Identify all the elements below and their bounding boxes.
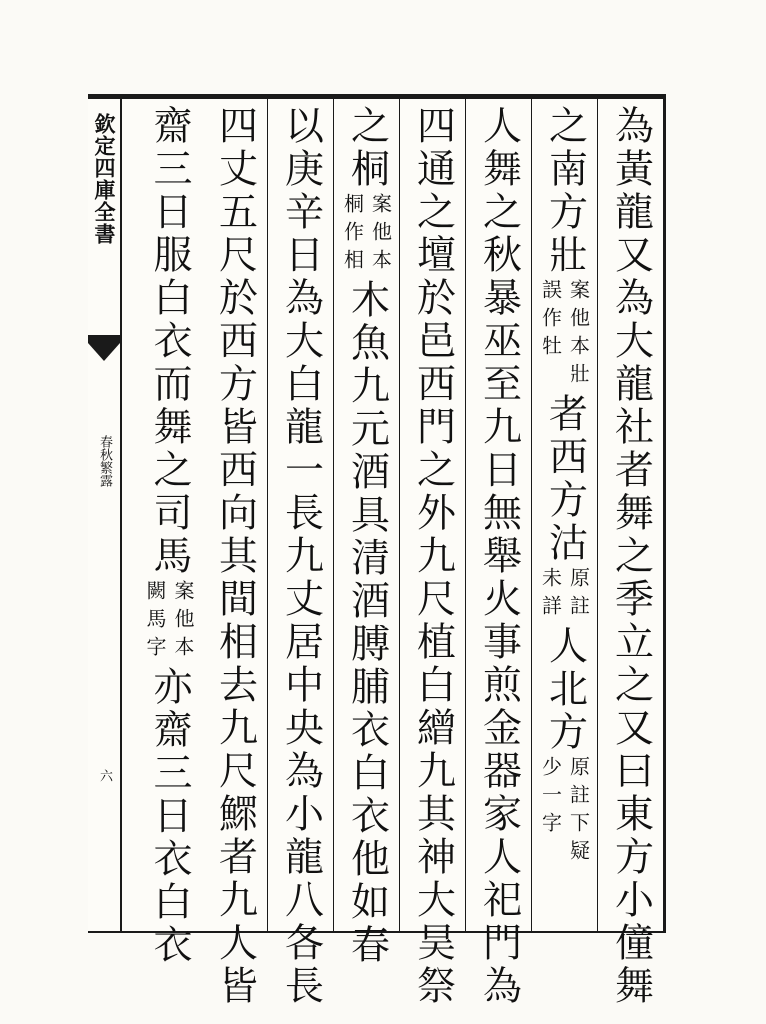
annotation-note — [539, 567, 591, 623]
text-column — [532, 99, 598, 931]
text-column — [202, 99, 268, 1008]
main-text: 木魚九元酒具清酒膊脯衣白衣他如春 — [344, 279, 390, 967]
annotation-line: 原註下疑 — [566, 756, 591, 868]
annotation-line: 少一字 — [538, 756, 563, 840]
main-text: 者西方沽 — [542, 393, 588, 565]
text-column — [334, 99, 400, 967]
annotation-note — [341, 193, 393, 277]
text-column — [466, 99, 532, 1008]
main-text: 人北方 — [542, 625, 588, 754]
text-column — [136, 99, 202, 967]
main-text: 為黃龍又為大龍社者舞之季立之又曰東方小僮舞 — [608, 105, 654, 1008]
main-text: 四通之壇於邑西門之外九尺植白繒九其神大昊祭 — [410, 105, 456, 1008]
annotation-line: 誤作牡 — [538, 279, 563, 363]
annotation-note — [143, 580, 195, 664]
main-text: 亦齋三日衣白衣 — [147, 666, 192, 967]
annotation-note — [539, 756, 591, 868]
annotation-line: 桐作相 — [340, 193, 365, 277]
annotation-line: 原註 — [566, 567, 591, 623]
main-text: 四丈五尺於西方皆西向其間相去九尺鰥者九人皆 — [212, 105, 258, 1008]
main-text: 之桐 — [344, 105, 390, 191]
annotation-line: 案他本壯 — [566, 279, 591, 391]
text-column — [268, 99, 334, 1008]
main-text: 齋三日服白衣而舞之司馬 — [147, 105, 192, 578]
margin-page-number: 六 — [97, 769, 112, 782]
main-text: 人舞之秋暴巫至九日無舉火事煎金器家人祀門為 — [476, 105, 522, 1008]
annotation-line: 案他本 — [368, 193, 393, 277]
book-page — [88, 94, 666, 1008]
text-column — [400, 99, 466, 1008]
text-column — [598, 99, 664, 1008]
main-text: 之南方壯 — [542, 105, 588, 277]
main-text: 以庚辛日為大白龍一長九丈居中央為小龍八各長 — [278, 105, 324, 1008]
fishtail-mark — [88, 335, 120, 365]
annotation-line: 未詳 — [538, 567, 563, 623]
margin-subtitle: 春秋繁露 — [97, 435, 112, 487]
page-margin-column — [88, 99, 122, 931]
annotation-line: 闕馬字 — [143, 580, 167, 664]
annotation-note — [539, 279, 591, 391]
margin-title: 欽定四庫全書 — [92, 113, 117, 245]
annotation-line: 案他本 — [171, 580, 195, 664]
